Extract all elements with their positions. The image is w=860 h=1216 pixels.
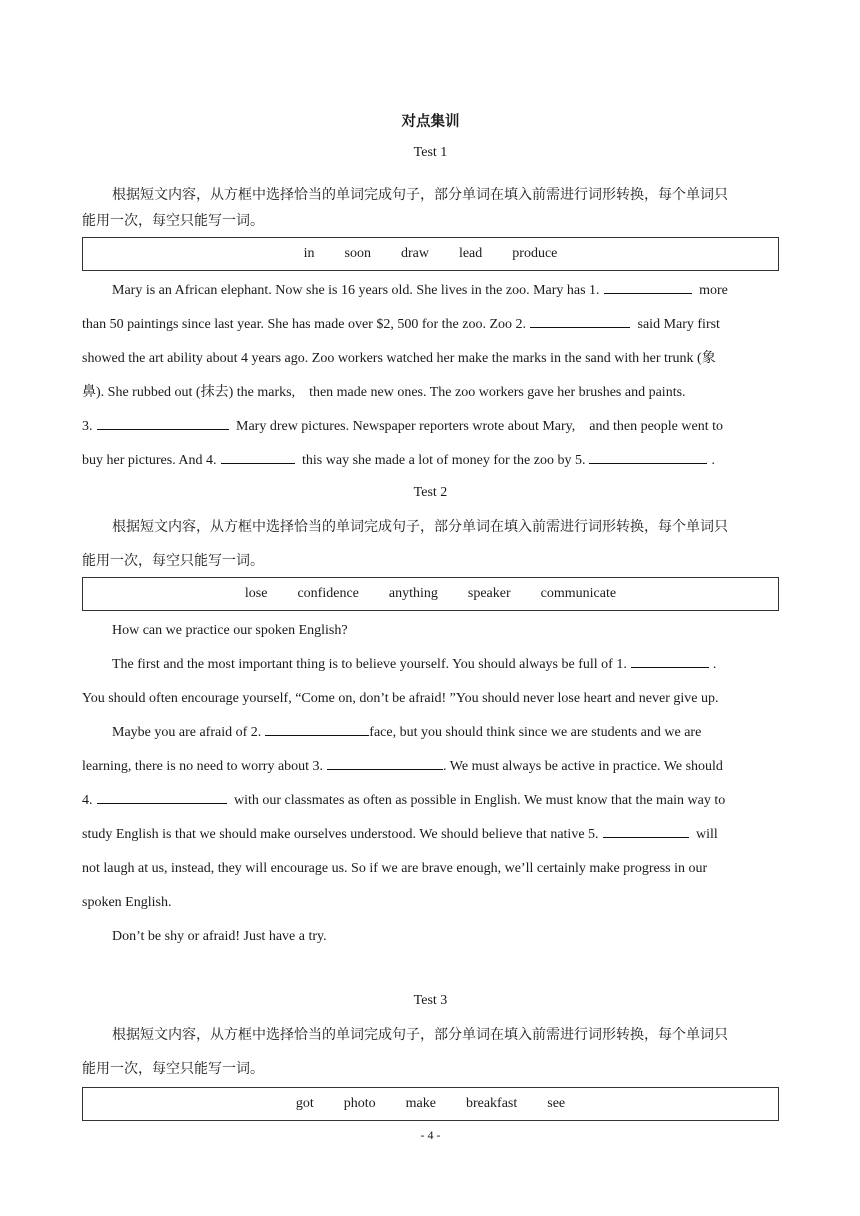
test2-heading: Test 2 — [413, 485, 448, 500]
test1-instructions — [82, 143, 779, 177]
answer-blank-4[interactable] — [221, 449, 295, 464]
test1-passage — [82, 274, 779, 308]
word-box-item: soon — [344, 246, 371, 261]
passage-text: learning, there is no need to worry about 3. — [82, 759, 324, 774]
answer-blank-4[interactable] — [97, 789, 227, 804]
test2-passage-line4 — [82, 750, 779, 784]
passage-text: Maybe you are afraid of 2. — [112, 725, 262, 740]
test1-passage-line5 — [82, 410, 779, 444]
test1-heading: Test 1 — [413, 145, 448, 160]
word-box-item: lead — [458, 246, 483, 261]
test2-word-box — [82, 577, 779, 611]
test2-passage-line5 — [82, 784, 779, 818]
word-box-item: communicate — [540, 586, 617, 601]
answer-blank-1[interactable] — [604, 279, 692, 294]
passage-text: face, but you should think since we are students and we are — [369, 725, 702, 740]
passage-text: buy her pictures. And 4. — [82, 453, 217, 468]
test2-passage-line8: spoken English. — [82, 895, 172, 910]
passage-text: 3. — [82, 419, 93, 434]
passage-text: than 50 paintings since last year. She has made over $2, 500 for the zoo. Zoo 2. — [82, 317, 527, 332]
test3-instruction-line1: 根据短文内容，从方框中选择恰当的单词完成句子，部分单词在填入前需进行词形转换，每个单词只 — [112, 1028, 728, 1043]
passage-text: Mary is an African elephant. Now she is 16 years old. She lives in the zoo. Mary has 1. — [112, 283, 600, 298]
answer-blank-5[interactable] — [603, 823, 689, 838]
test2-instruction-line1: 根据短文内容，从方框中选择恰当的单词完成句子，部分单词在填入前需进行词形转换，每个单词只 — [112, 520, 728, 535]
test3-word-box — [82, 1087, 779, 1121]
test2-passage-line1 — [82, 648, 779, 682]
answer-blank-2[interactable] — [265, 721, 369, 736]
test2-closing: Don’t be shy or afraid! Just have a try. — [112, 929, 327, 944]
test2-question: How can we practice our spoken English? — [112, 623, 348, 638]
passage-text: this way she made a lot of money for the zoo by 5. — [302, 453, 586, 468]
passage-text: with our classmates as often as possible in English. We must know that the main way to — [234, 793, 726, 808]
test3-instruction-line2: 能用一次，每空只能写一词。 — [82, 1062, 264, 1077]
word-box-item: photo — [343, 1096, 376, 1111]
passage-text: 4. — [82, 793, 93, 808]
passage-text: The first and the most important thing is to believe yourself. You should always be full of 1. — [112, 657, 627, 672]
test1-word-box — [82, 237, 779, 271]
word-box-item: see — [547, 1096, 566, 1111]
test1-passage-line2 — [82, 308, 779, 342]
test1-instruction-line1: 根据短文内容，从方框中选择恰当的单词完成句子，部分单词在填入前需进行词形转换，每个单词只 — [112, 188, 728, 203]
test1-instruction-line2: 能用一次，每空只能写一词。 — [82, 214, 264, 229]
answer-blank-2[interactable] — [530, 313, 630, 328]
test3-heading: Test 3 — [413, 993, 448, 1008]
test2-instruction-line2: 能用一次，每空只能写一词。 — [82, 554, 264, 569]
answer-blank-5[interactable] — [589, 449, 707, 464]
passage-text: will — [696, 827, 718, 842]
word-box-item: got — [295, 1096, 314, 1111]
answer-blank-1[interactable] — [631, 653, 709, 668]
passage-text: Mary drew pictures. Newspaper reporters wrote about Mary, and then people went to — [236, 419, 723, 434]
passage-text: study English is that we should make ourselves understood. We should believe that native 5. — [82, 827, 599, 842]
page-number: - 4 - — [420, 1128, 441, 1142]
word-box-item: confidence — [297, 586, 359, 601]
answer-blank-3[interactable] — [97, 415, 229, 430]
word-box-item: draw — [400, 246, 429, 261]
page-title: 对点集训 — [401, 114, 460, 130]
test1-passage-line3: showed the art ability about 4 years ago. Zoo workers watched her make the marks in the sand with her trunk (象 — [82, 351, 716, 366]
test2-passage-line3 — [82, 716, 779, 750]
word-box-item: lose — [244, 586, 268, 601]
test1-passage-line4: 鼻). She rubbed out (抹去) the marks, then made new ones. The zoo workers gave her brushes and paints. — [82, 385, 686, 400]
passage-text: . — [712, 657, 717, 672]
test2-passage-line6 — [82, 818, 779, 852]
passage-text: more — [699, 283, 728, 298]
word-box-item: make — [405, 1096, 436, 1111]
word-box-item: anything — [388, 586, 438, 601]
test2-passage-line2: You should often encourage yourself, “Come on, don’t be afraid! ”You should never lose heart and never give up. — [82, 691, 719, 706]
word-box-item: breakfast — [465, 1096, 518, 1111]
word-box-item: speaker — [467, 586, 511, 601]
passage-text: . — [711, 453, 715, 468]
test1-passage-line6 — [82, 444, 779, 478]
test2-passage-line7: not laugh at us, instead, they will encourage us. So if we are brave enough, we’ll certainly make progress in our — [82, 861, 708, 876]
word-box-item: in — [303, 246, 315, 261]
passage-text: said Mary first — [637, 317, 720, 332]
answer-blank-3[interactable] — [327, 755, 443, 770]
word-box-item: produce — [512, 246, 558, 261]
passage-text: . We must always be active in practice. We should — [443, 759, 723, 774]
